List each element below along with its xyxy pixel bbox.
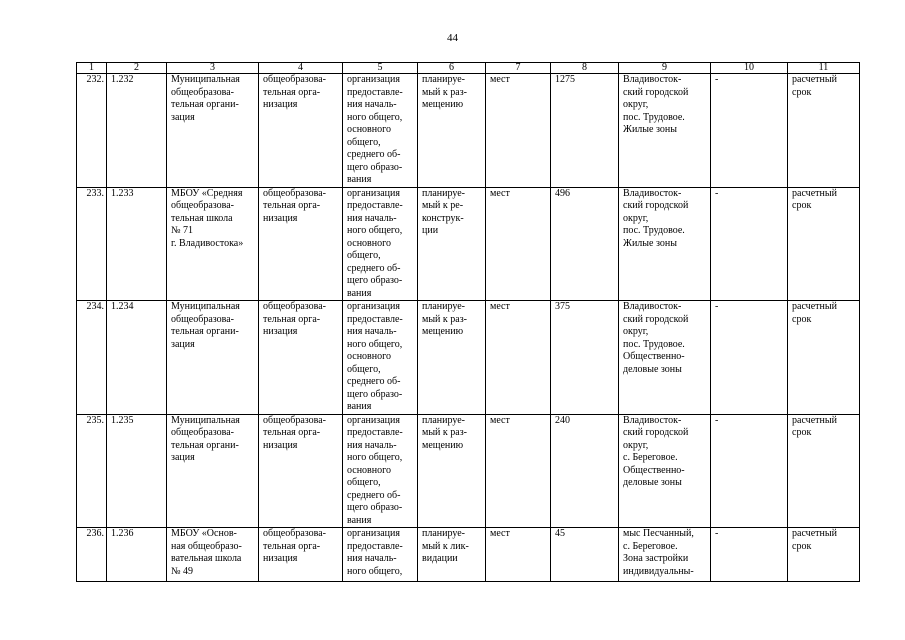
row-number: 236. xyxy=(77,528,107,582)
object-name: МБОУ «Основ- ная общеобразо- вательная школа № 49 xyxy=(167,528,259,582)
capacity: 45 xyxy=(551,528,619,582)
implementation-term: расчетный срок xyxy=(788,528,860,582)
capacity: 240 xyxy=(551,414,619,528)
page-number: 44 xyxy=(447,32,458,44)
implementation-term: расчетный срок xyxy=(788,414,860,528)
object-status: планируе- мый к раз- мещению xyxy=(418,301,486,415)
object-purpose: организация предоставле- ния началь- ного общего, основного общего, среднего об- щего образо- вания xyxy=(343,187,418,301)
object-code: 1.234 xyxy=(107,301,167,415)
object-code: 1.232 xyxy=(107,74,167,188)
column-header: 4 xyxy=(259,63,343,74)
object-status: планируе- мый к раз- мещению xyxy=(418,74,486,188)
table-row xyxy=(77,301,860,415)
row-number: 235. xyxy=(77,414,107,528)
location: Владивосток- ский городской округ, пос. Трудовое. Общественно- деловые зоны xyxy=(619,301,711,415)
location: Владивосток- ский городской округ, пос. Трудовое. Жилые зоны xyxy=(619,74,711,188)
column-header: 7 xyxy=(486,63,551,74)
implementation-term: расчетный срок xyxy=(788,301,860,415)
row-number: 233. xyxy=(77,187,107,301)
column-header: 5 xyxy=(343,63,418,74)
capacity: 375 xyxy=(551,301,619,415)
table-row xyxy=(77,187,860,301)
capacity: 1275 xyxy=(551,74,619,188)
object-code: 1.233 xyxy=(107,187,167,301)
capacity: 496 xyxy=(551,187,619,301)
implementation-term: расчетный срок xyxy=(788,187,860,301)
column-10-value: - xyxy=(711,528,788,582)
unit: мест xyxy=(486,414,551,528)
object-name: МБОУ «Средняя общеобразова- тельная школа № 71 г. Владивостока» xyxy=(167,187,259,301)
table-row xyxy=(77,528,860,582)
object-purpose: организация предоставле- ния началь- ного общего, xyxy=(343,528,418,582)
unit: мест xyxy=(486,528,551,582)
column-header: 8 xyxy=(551,63,619,74)
row-number: 234. xyxy=(77,301,107,415)
object-name: Муниципальная общеобразова- тельная органи- зация xyxy=(167,74,259,188)
table-row xyxy=(77,414,860,528)
unit: мест xyxy=(486,74,551,188)
column-header: 3 xyxy=(167,63,259,74)
object-status: планируе- мый к лик- видации xyxy=(418,528,486,582)
object-purpose: организация предоставле- ния началь- ного общего, основного общего, среднего об- щего образо- вания xyxy=(343,414,418,528)
column-10-value: - xyxy=(711,74,788,188)
object-status: планируе- мый к ре- конструк- ции xyxy=(418,187,486,301)
column-10-value: - xyxy=(711,414,788,528)
object-type: общеобразова- тельная орга- низация xyxy=(259,414,343,528)
unit: мест xyxy=(486,187,551,301)
object-status: планируе- мый к раз- мещению xyxy=(418,414,486,528)
table-row xyxy=(77,74,860,188)
object-name: Муниципальная общеобразова- тельная органи- зация xyxy=(167,301,259,415)
location: Владивосток- ский городской округ, с. Береговое. Общественно- деловые зоны xyxy=(619,414,711,528)
column-number-row xyxy=(77,63,860,74)
object-name: Муниципальная общеобразова- тельная органи- зация xyxy=(167,414,259,528)
object-purpose: организация предоставле- ния началь- ного общего, основного общего, среднего об- щего образо- вания xyxy=(343,74,418,188)
data-table xyxy=(76,62,860,582)
column-header: 2 xyxy=(107,63,167,74)
object-type: общеобразова- тельная орга- низация xyxy=(259,301,343,415)
column-10-value: - xyxy=(711,301,788,415)
column-header: 6 xyxy=(418,63,486,74)
column-header: 11 xyxy=(788,63,860,74)
object-code: 1.235 xyxy=(107,414,167,528)
location: мыс Песчанный, с. Береговое. Зона застройки индивидуальны- xyxy=(619,528,711,582)
column-header: 9 xyxy=(619,63,711,74)
object-type: общеобразова- тельная орга- низация xyxy=(259,187,343,301)
implementation-term: расчетный срок xyxy=(788,74,860,188)
object-purpose: организация предоставле- ния началь- ного общего, основного общего, среднего об- щего образо- вания xyxy=(343,301,418,415)
column-header: 1 xyxy=(77,63,107,74)
unit: мест xyxy=(486,301,551,415)
column-10-value: - xyxy=(711,187,788,301)
row-number: 232. xyxy=(77,74,107,188)
object-type: общеобразова- тельная орга- низация xyxy=(259,528,343,582)
column-header: 10 xyxy=(711,63,788,74)
location: Владивосток- ский городской округ, пос. Трудовое. Жилые зоны xyxy=(619,187,711,301)
object-code: 1.236 xyxy=(107,528,167,582)
object-type: общеобразова- тельная орга- низация xyxy=(259,74,343,188)
